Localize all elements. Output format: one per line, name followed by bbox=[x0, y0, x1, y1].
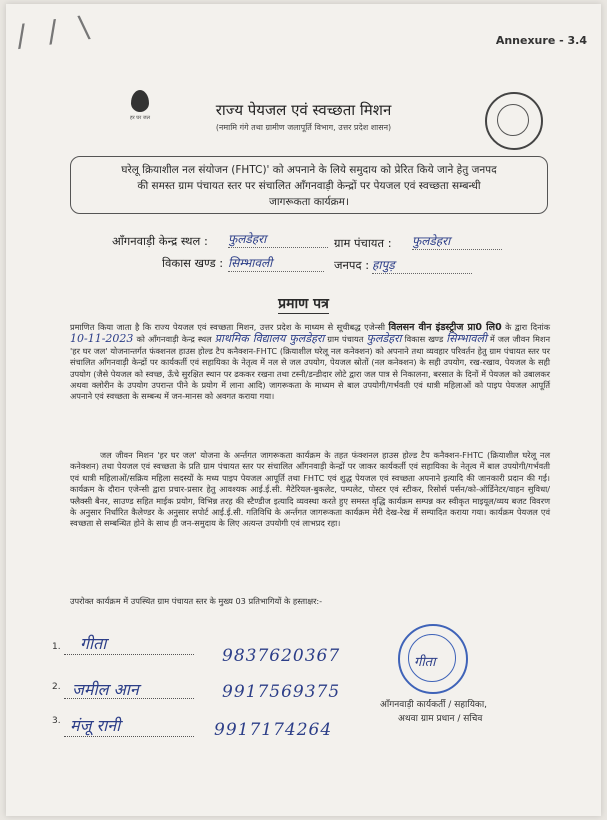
participant-signature: मंजू रानी bbox=[70, 716, 121, 735]
program-panchayat: फुलडेहरा bbox=[366, 332, 402, 346]
participant-number: 1. bbox=[52, 642, 61, 652]
program-line-3: जागरूकता कार्यक्रम। bbox=[269, 196, 349, 208]
certificate-heading-text: प्रमाण पत्र bbox=[278, 296, 329, 312]
signature-line bbox=[64, 654, 194, 655]
logo-caption: हर घर जल bbox=[130, 115, 150, 121]
stamp-signature: गीता bbox=[414, 655, 436, 670]
program-line-2: की समस्त ग्राम पंचायत स्तर पर संचालित आँगनवाड़ी केन्द्रों पर पेयजल एवं स्वच्छता सम्बन्धी bbox=[137, 180, 481, 192]
para1-text-5: विकास खण्ड bbox=[404, 334, 444, 345]
signatory-designation: आँगनवाड़ी कार्यकर्ती / सहायिका, bbox=[380, 700, 488, 710]
participant-phone: 9837620367 bbox=[222, 646, 341, 666]
participant-signature: जमील आन bbox=[72, 680, 139, 699]
program-description-box bbox=[70, 156, 548, 214]
signature-line bbox=[64, 736, 194, 737]
district-value: हापुड़ bbox=[372, 256, 472, 274]
program-block: सिम्भावली bbox=[446, 332, 487, 346]
district-label: जनपद : bbox=[334, 258, 370, 272]
program-line-1: घरेलू क्रियाशील नल संयोजन (FHTC)' को अपनाने के लिये समुदाय को प्रेरित किये जाने हेतु जनपद bbox=[121, 164, 497, 176]
official-stamp bbox=[398, 624, 468, 694]
para1-text-4: ग्राम पंचायत bbox=[327, 334, 364, 345]
agency-name: विलसन वीन इंडस्ट्रीज प्रा0 लि0 bbox=[388, 322, 502, 333]
document-subtitle: (नमामि गंगे तथा ग्रामीण जलापूर्ति विभाग, उत्तर प्रदेश शासन) bbox=[215, 123, 392, 132]
participant-phone: 9917174264 bbox=[214, 720, 333, 740]
annexure-label: Annexure - 3.4 bbox=[495, 34, 587, 47]
margin-scribble: / / \ bbox=[13, 8, 98, 55]
anganwadi-label: आँगनवाड़ी केन्द्र स्थल : bbox=[112, 234, 208, 248]
participant-signature: गीता bbox=[80, 634, 107, 653]
block-label: विकास खण्ड : bbox=[162, 256, 224, 270]
certificate-paragraph-1 bbox=[70, 322, 550, 403]
certificate-paragraph-3: उपरोक्त कार्यक्रम में उपस्थित ग्राम पंचायत स्तर के मुख्य 03 प्रतिभागियों के हस्ताक्षर:- bbox=[70, 596, 323, 606]
para1-text-2: के द्वारा दिनांक bbox=[505, 322, 551, 332]
program-date: 10-11-2023 bbox=[70, 332, 134, 346]
para1-text-3: को आँगनवाड़ी केन्द्र स्थल bbox=[136, 334, 212, 345]
para1-text-6: में जल जीवन मिशन 'हर घर जल' योजनान्तर्गत फंक्शनल हाउस होल्ड टैप कनैक्शन-FHTC (क्रियाशील घरेलू नल कनेक्शन) को अपनाने तथा व्यवहार परिवर्तन हेतु ग्राम पंचायत स्तर पर संचालित आँगनवाड़ी केन्द्रों पर कार्यकर्ती एवं सहायिका के नेतृत्व में नल से जल उपयोग, पेयजल स्रोतों (नल कनेक्शन) के सही उपयोग, रख-रखाव, पेयजल के सही उपयोग (जैसे पेयजल को स्वच्छ, ऊँचे सुरक्षित स्थान पर ढककर रखना तथा टस्नी/डन्डीदार लोटे द्वारा जल पात्र से निकालना, बरसात के दिनों में पेयजल को उबालकर अथवा क्लोरीन के उपयोग उपरान्त पीने के प्रयोग में लाना आदि) जागरूकता के माध्यम से बाल उपयोगी/गर्भवती एवं धात्री महिलाओं को पाइप पेयजल आपूर्ति अपनाने एवं स्वच्छता के सम्बन्ध में जन-मानस को अवगत कराया गया। bbox=[70, 334, 551, 402]
certificate-paragraph-2: जल जीवन मिशन 'हर घर जल' योजना के अर्न्तगत जागरूकता कार्यक्रम के तहत फंक्शनल हाउस होल्ड टैप कनैक्शन-FHTC (क्रियाशील घरेलू नल कनेक्शन) तथा पेयजल एवं स्वच्छता के प्रति ग्राम पंचायत स्तर पर संचालित आँगनवाड़ी केन्द्रों पर जाकर कार्यकर्ती एवं सहायिका के नेतृत्व में बाल उपयोगी/गर्भवती एवं धात्री महिलाओं/सक्रिय महिला सदस्यों के मध्य पाइप पेयजल आपूर्ति तथा FHTC एवं शुद्ध पेयजल एवं स्वच्छता अपनाने इत्यादि की जानकारी प्रदान की गई। कार्यक्रम के दौरान एजेन्सी द्वारा प्रचार-प्रसार हेतु आवश्यक आई.ई.सी. मैटेरियल-बुकलेट, पम्पलेट, पोस्टर एवं स्टीकर, रिसोर्स पर्सन/को-ऑर्डिनेटर/वाहन सुविधा/फ्लैक्सी बैनर, साउण्ड सहित माईक प्रयोग, विभिन्न तरह की स्टैण्डीज इत्यादि व्यवस्था करते हुए समस्त वृद्धि कार्यक्रम सम्पन्न कर स्वीकृत माइयूल/व्यय बजट विवरण के अनुसार निर्धारित कैलेण्डर के अनुसार सपोर्ट आई.ई.सी. गतिविधि के अर्न्तगत जागरूकता कार्यक्रम मेरी देख-रेख में सम्पादित कराया गया। कार्यक्रम पेयजल एवं स्वच्छता से सम्बन्धित होने के साथ ही जन-समुदाय के लिए अत्यन्त उपयोगी एवं लाभप्रद रहा। bbox=[70, 450, 550, 529]
certificate-heading bbox=[0, 294, 607, 313]
anganwadi-value: फुलडेहरा bbox=[228, 230, 328, 248]
participant-number: 3. bbox=[52, 716, 61, 726]
document-title: राज्य पेयजल एवं स्वच्छता मिशन bbox=[215, 101, 392, 119]
participant-phone: 9917569375 bbox=[222, 682, 341, 702]
gram-panchayat-value: फुलडेहरा bbox=[412, 232, 502, 250]
gram-panchayat-label: ग्राम पंचायत : bbox=[334, 236, 392, 250]
program-place: प्राथमिक विद्यालय फुलडेहरा bbox=[214, 332, 325, 346]
signatory-alternate: अथवा ग्राम प्रधान / सचिव bbox=[398, 714, 483, 724]
block-value: सिम्भावली bbox=[228, 254, 324, 272]
para1-text-1: प्रमाणित किया जाता है कि राज्य पेयजल एवं स्वच्छता मिशन, उत्तर प्रदेश के माध्यम से सूचीबद्ध एजेन्सी bbox=[70, 322, 386, 332]
participant-number: 2. bbox=[52, 682, 61, 692]
